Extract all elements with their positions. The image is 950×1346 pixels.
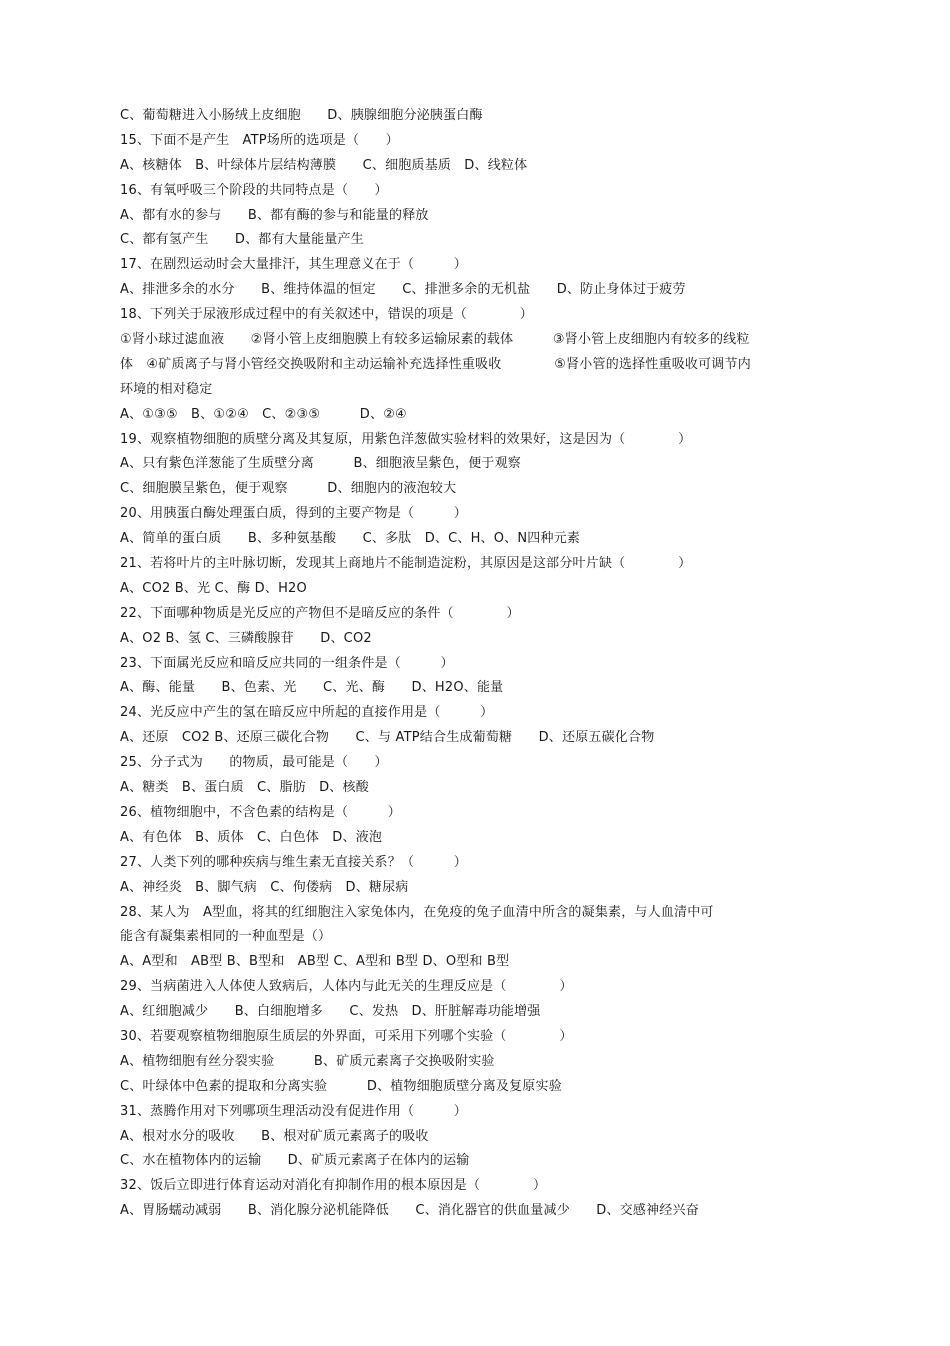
- question-20: 20、用胰蛋白酶处理蛋白质，得到的主要产物是（ ）: [120, 506, 467, 522]
- question-22: 22、下面哪种物质是光反应的产物但不是暗反应的条件（ ）: [120, 605, 520, 621]
- question-25-options: A、糖类 B、蛋白质 C、脂肪 D、核酸: [120, 780, 369, 796]
- question-30: 30、若要观察植物细胞原生质层的外界面，可采用下列哪个实验（ ）: [120, 1028, 573, 1044]
- question-15-options: A、核糖体 B、叶绿体片层结构薄膜 C、细胞质基质 D、线粒体: [120, 157, 528, 173]
- question-22-options: A、O2 B、氢 C、三磷酸腺苷 D、CO2: [120, 630, 372, 646]
- question-19: 19、观察植物细胞的质壁分离及其复原，用紫色洋葱做实验材料的效果好，这是因为（ ）: [120, 431, 692, 447]
- question-20-options: A、简单的蛋白质 B、多种氨基酸 C、多肽 D、C、H、O、N四种元素: [120, 531, 581, 547]
- question-21-options: A、CO2 B、光 C、酶 D、H2O: [120, 580, 307, 596]
- question-18-statements: 体 ④矿质离子与肾小管经交换吸附和主动运输补充选择性重吸收 ⑤肾小管的选择性重吸收可调节内: [120, 356, 751, 372]
- question-text-block: [120, 104, 810, 1224]
- question-24-options: A、还原 CO2 B、还原三碳化合物 C、与 ATP结合生成葡萄糖 D、还原五碳化合物: [120, 730, 655, 746]
- question-32-options: A、胃肠蠕动减弱 B、消化腺分泌机能降低 C、消化器官的供血量减少 D、交感神经兴奋: [120, 1203, 699, 1219]
- question-16-options: C、都有氢产生 D、都有大量能量产生: [120, 232, 364, 248]
- question-32: 32、饭后立即进行体育运动对消化有抑制作用的根本原因是（ ）: [120, 1178, 547, 1194]
- question-19-options: A、只有紫色洋葱能了生质壁分离 B、细胞液呈紫色，便于观察: [120, 456, 522, 472]
- question-21: 21、若将叶片的主叶脉切断，发现其上商地片不能制造淀粉，其原因是这部分叶片缺（ ）: [120, 556, 692, 572]
- question-18-statements: ①肾小球过滤血液 ②肾小管上皮细胞膜上有较多运输尿素的载体 ③肾小管上皮细胞内有较多的线粒: [120, 332, 750, 348]
- question-26-options: A、有色体 B、质体 C、白色体 D、液泡: [120, 829, 383, 845]
- question-31: 31、蒸腾作用对下列哪项生理活动没有促进作用（ ）: [120, 1103, 467, 1119]
- question-29: 29、当病菌进入人体使人致病后，人体内与此无关的生理反应是（ ）: [120, 979, 573, 995]
- question-18-statements: 环境的相对稳定: [120, 381, 213, 397]
- question-31-options: A、根对水分的吸收 B、根对矿质元素离子的吸收: [120, 1128, 429, 1144]
- question-30-options: C、叶绿体中色素的提取和分离实验 D、植物细胞质壁分离及复原实验: [120, 1078, 562, 1094]
- question-29-options: A、红细胞减少 B、白细胞增多 C、发热 D、肝脏解毒功能增强: [120, 1004, 541, 1020]
- question-23: 23、下面属光反应和暗反应共同的一组条件是（ ）: [120, 655, 454, 671]
- question-19-options: C、细胞膜呈紫色，便于观察 D、细胞内的液泡较大: [120, 481, 457, 497]
- text-line: C、葡萄糖进入小肠绒上皮细胞 D、胰腺细胞分泌胰蛋白酶: [120, 108, 483, 123]
- question-24: 24、光反应中产生的氢在暗反应中所起的直接作用是（ ）: [120, 705, 494, 721]
- question-26: 26、植物细胞中，不含色素的结构是（ ）: [120, 804, 401, 820]
- question-27: 27、人类下列的哪种疾病与维生素无直接关系？（ ）: [120, 854, 467, 870]
- question-15: 15、下面不是产生 ATP场所的选项是（ ）: [120, 132, 399, 148]
- question-18: 18、下列关于尿液形成过程中的有关叙述中，错误的项是（ ）: [120, 307, 533, 323]
- question-16: 16、有氧呼吸三个阶段的共同特点是（ ）: [120, 182, 388, 198]
- question-28: 能含有凝集素相同的一种血型是（）: [120, 929, 332, 945]
- question-28-options: A、A型和 AB型 B、B型和 AB型 C、A型和 B型 D、O型和 B型: [120, 954, 510, 970]
- question-17-options: A、排泄多余的水分 B、维持体温的恒定 C、排泄多余的无机盐 D、防止身体过于疲劳: [120, 282, 686, 298]
- question-30-options: A、植物细胞有丝分裂实验 B、矿质元素离子交换吸附实验: [120, 1053, 495, 1069]
- question-27-options: A、神经炎 B、脚气病 C、佝偻病 D、糖尿病: [120, 879, 409, 895]
- question-23-options: A、酶、能量 B、色素、光 C、光、酶 D、H2O、能量: [120, 680, 504, 696]
- question-28: 28、某人为 A型血，将其的红细胞注入家兔体内，在免疫的兔子血清中所含的凝集素，与人血清中可: [120, 904, 714, 920]
- question-18-options: A、①③⑤ B、①②④ C、②③⑤ D、②④: [120, 406, 407, 422]
- question-17: 17、在剧烈运动时会大量排汗，其生理意义在于（ ）: [120, 257, 467, 273]
- question-31-options: C、水在植物体内的运输 D、矿质元素离子在体内的运输: [120, 1153, 470, 1169]
- question-25: 25、分子式为 的物质，最可能是（ ）: [120, 755, 388, 771]
- question-16-options: A、都有水的参与 B、都有酶的参与和能量的释放: [120, 207, 429, 223]
